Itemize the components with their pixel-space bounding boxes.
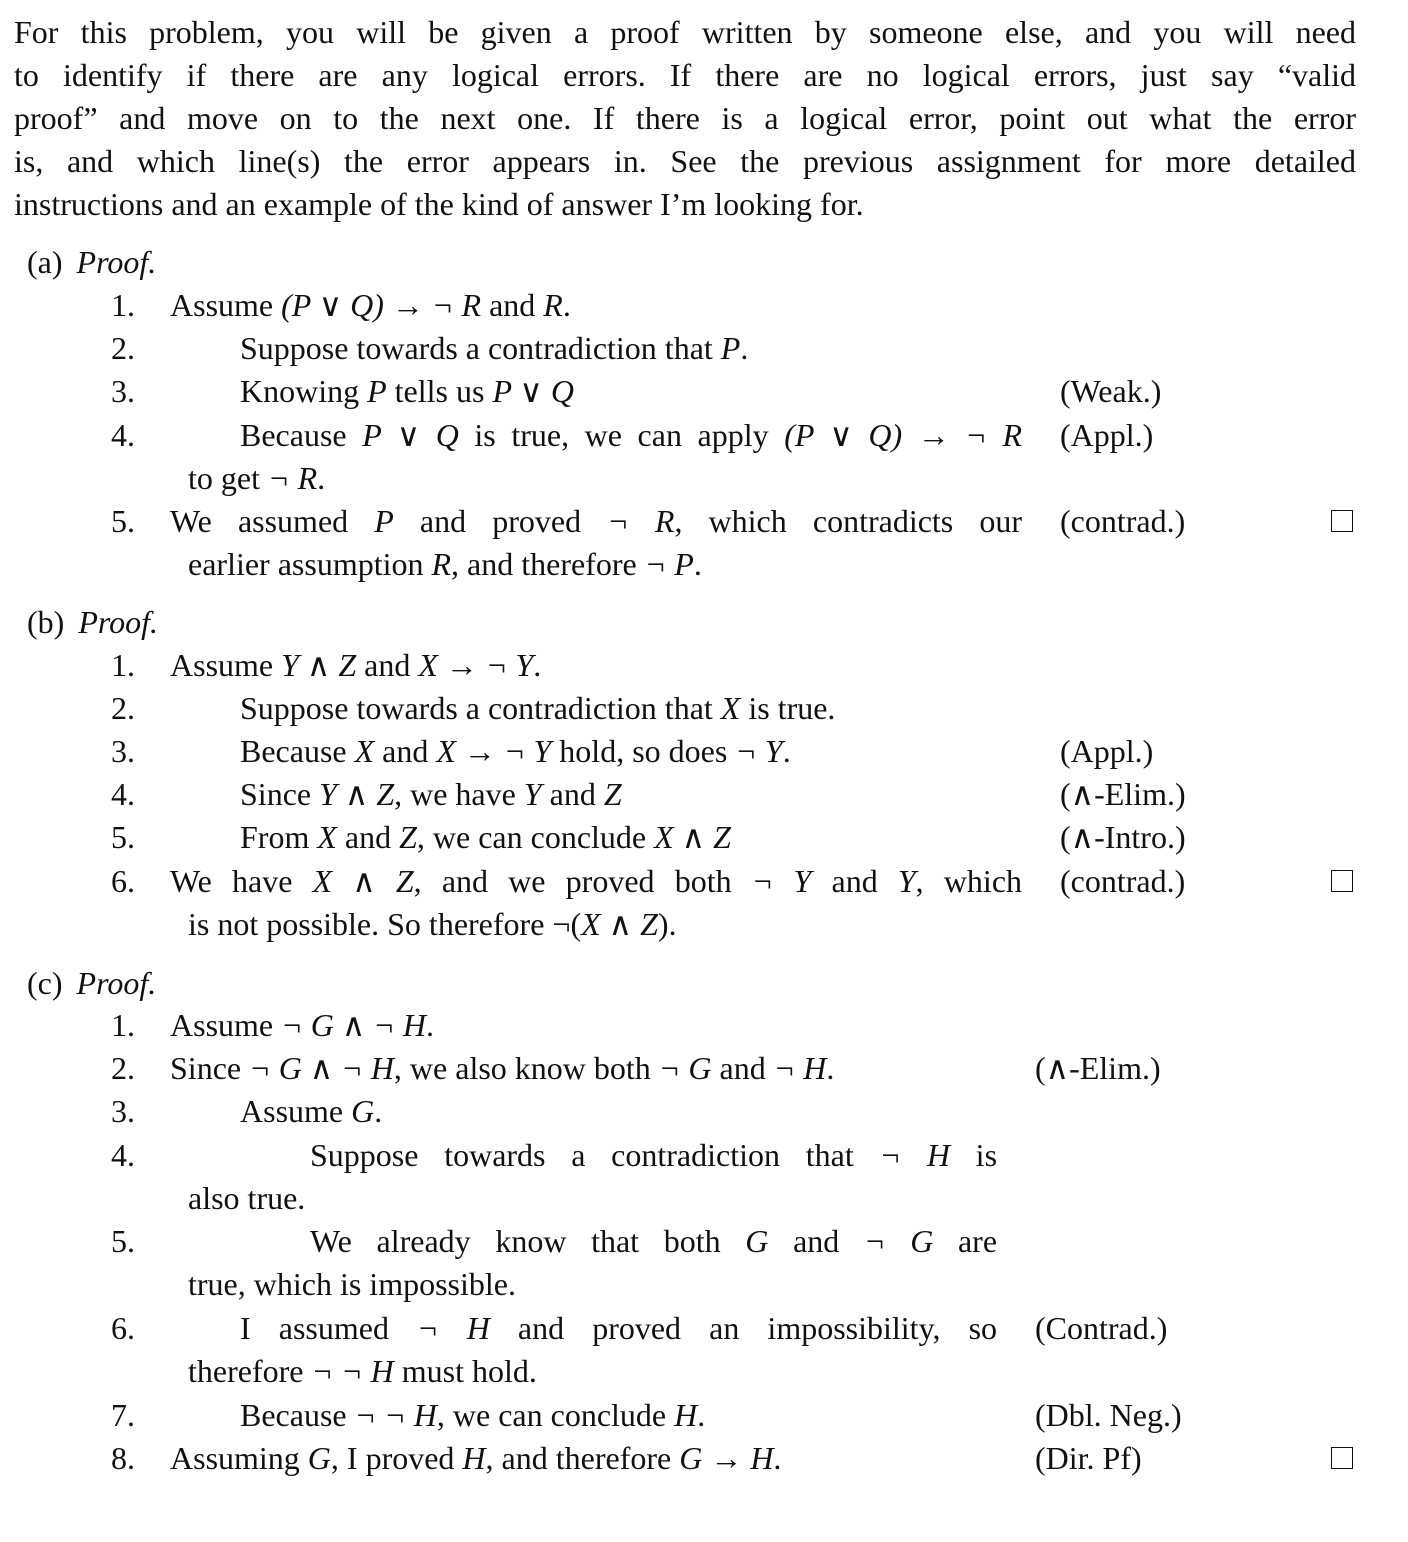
qed-box-icon <box>1331 870 1353 892</box>
text-segment: . <box>562 287 571 323</box>
text-segment: Assuming <box>170 1440 308 1476</box>
proof-line-text <box>240 686 835 730</box>
proof-line-text <box>170 1003 434 1047</box>
proof-line-text <box>188 1262 516 1306</box>
justification: (Weak.) <box>1060 373 1162 409</box>
text-segment: hold, so does <box>551 733 736 769</box>
proof-line-text <box>240 1089 382 1133</box>
text-segment: , and therefore <box>485 1440 680 1476</box>
text-segment: is <box>949 1137 998 1173</box>
text-segment: Since <box>170 1050 250 1086</box>
math-expression: (P ∨ Q) → ¬ R <box>784 417 1023 453</box>
proof-label: (a) <box>27 244 63 280</box>
math-expression: X ∧ Z <box>581 906 658 942</box>
text-segment: Assume <box>170 287 282 323</box>
math-expression: P <box>720 330 741 366</box>
text-segment: , which contradicts our <box>674 503 1023 539</box>
text-segment: Assume <box>240 1093 352 1129</box>
proof-line-text <box>170 1046 834 1090</box>
math-expression: ¬ G ∧ ¬ H <box>249 1050 394 1086</box>
math-expression: ¬ P <box>644 546 694 582</box>
text-segment: . <box>374 1093 383 1129</box>
text-segment: is not possible. So therefore ¬( <box>188 906 582 942</box>
text-segment: and <box>541 776 604 812</box>
text-segment: and <box>356 647 419 683</box>
instructions-line: to identify if there are any logical errors. If there are no logical errors, just say “valid <box>14 57 1356 93</box>
math-expression: ¬ Y <box>751 863 812 899</box>
math-expression: G <box>307 1440 331 1476</box>
proof-line-text <box>170 859 1022 903</box>
math-expression: Y ∧ Z <box>319 776 395 812</box>
text-segment: , and therefore <box>451 546 645 582</box>
math-expression: G → H <box>679 1440 774 1476</box>
line-number: 3. <box>111 373 135 409</box>
line-number: 8. <box>111 1440 135 1476</box>
math-expression: G <box>745 1223 769 1259</box>
instructions-line: For this problem, you will be given a proof written by someone else, and you will need <box>14 14 1356 50</box>
math-expression: X ∧ Z <box>654 819 731 855</box>
math-expression: ¬ G <box>658 1050 712 1086</box>
proof-line-text <box>170 499 1022 543</box>
text-segment: must hold. <box>393 1353 537 1389</box>
text-segment: Since <box>240 776 320 812</box>
line-number: 2. <box>111 330 135 366</box>
qed-box-icon <box>1331 1447 1353 1469</box>
instructions-line: instructions and an example of the kind of answer I’m looking for. <box>14 186 864 222</box>
line-number: 5. <box>111 503 135 539</box>
text-segment: and <box>481 287 544 323</box>
text-segment: Because <box>240 417 363 453</box>
justification: (Contrad.) <box>1035 1310 1168 1346</box>
math-expression: ¬ G <box>863 1223 934 1259</box>
text-segment: We already know that both <box>310 1223 746 1259</box>
proof-line-text <box>240 369 574 413</box>
line-number: 3. <box>111 1093 135 1129</box>
instructions-line: is, and which line(s) the error appears in. See the previous assignment for more detailed <box>14 143 1356 179</box>
text-segment: ). <box>657 906 677 942</box>
line-number: 3. <box>111 733 135 769</box>
proof-line-text <box>240 1306 997 1350</box>
line-number: 6. <box>111 1310 135 1346</box>
proof-line-text <box>188 902 677 946</box>
text-segment: Suppose towards a contradiction that <box>240 330 721 366</box>
justification: (∧-Intro.) <box>1060 819 1186 855</box>
proof-line-text <box>240 413 1022 457</box>
math-expression: P <box>374 503 394 539</box>
proof-line-text <box>310 1219 997 1263</box>
math-expression: ¬ Y <box>735 733 783 769</box>
text-segment: . <box>697 1397 706 1433</box>
math-expression: ¬ R <box>607 503 675 539</box>
justification: (contrad.) <box>1060 863 1186 899</box>
math-expression: H <box>674 1397 698 1433</box>
math-expression: P ∨ Q <box>362 417 459 453</box>
math-expression: R <box>431 546 452 582</box>
math-expression: ¬ ¬ H <box>354 1397 437 1433</box>
text-segment: . <box>693 546 702 582</box>
line-number: 5. <box>111 819 135 855</box>
proof-line-text <box>240 729 791 773</box>
math-expression: Y ∧ Z <box>281 647 357 683</box>
proof-line-text <box>188 1176 305 1220</box>
text-segment: . <box>317 460 326 496</box>
line-number: 1. <box>111 1007 135 1043</box>
math-expression: ¬ G ∧ ¬ H <box>281 1007 426 1043</box>
proof-line-text <box>188 1349 537 1393</box>
math-expression: ¬ R <box>267 460 318 496</box>
text-segment: is true. <box>740 690 836 726</box>
text-segment: Because <box>240 1397 355 1433</box>
math-expression: G <box>351 1093 375 1129</box>
line-number: 5. <box>111 1223 135 1259</box>
justification: (contrad.) <box>1060 503 1186 539</box>
text-segment: Suppose towards a contradiction that <box>310 1137 880 1173</box>
proof-line-text <box>170 283 571 327</box>
proof-heading <box>27 600 158 644</box>
math-expression: X → ¬ Y <box>418 647 534 683</box>
text-segment: and <box>711 1050 774 1086</box>
text-segment: , I proved <box>330 1440 463 1476</box>
justification: (Appl.) <box>1060 733 1154 769</box>
text-segment: Because <box>240 733 355 769</box>
text-segment: and <box>374 733 437 769</box>
line-number: 7. <box>111 1397 135 1433</box>
line-number: 4. <box>111 417 135 453</box>
text-segment: earlier assumption <box>188 546 432 582</box>
text-segment: is true, we can apply <box>458 417 785 453</box>
justification: (Appl.) <box>1060 417 1154 453</box>
text-segment: and proved an impossibility, so <box>489 1310 998 1346</box>
text-segment: . <box>773 1440 782 1476</box>
text-segment: are <box>933 1223 998 1259</box>
proof-line-text <box>310 1133 997 1177</box>
proof-title: Proof. <box>76 244 157 280</box>
qed-box-icon <box>1331 510 1353 532</box>
text-segment: . <box>425 1007 434 1043</box>
justification: (Dir. Pf) <box>1035 1440 1142 1476</box>
text-segment: , we also know both <box>393 1050 659 1086</box>
text-segment: Assume <box>170 1007 282 1043</box>
text-segment: I assumed <box>240 1310 418 1346</box>
proof-line-text <box>170 1436 781 1480</box>
proof-line-text <box>188 542 702 586</box>
text-segment: Suppose towards a contradiction that <box>240 690 721 726</box>
line-number: 4. <box>111 1137 135 1173</box>
math-expression: H <box>462 1440 486 1476</box>
math-expression: (P ∨ Q) → ¬ R <box>281 287 482 323</box>
text-segment: true, which is impossible. <box>188 1266 516 1302</box>
text-segment: tells us <box>386 373 493 409</box>
text-segment: , we can conclude <box>436 1397 675 1433</box>
math-expression: X <box>720 690 741 726</box>
text-segment: , and we proved both <box>413 863 752 899</box>
proof-label: (c) <box>27 965 63 1001</box>
text-segment: . <box>533 647 542 683</box>
proof-line-text <box>188 456 325 500</box>
math-expression: Z <box>399 819 417 855</box>
proof-line-text <box>170 643 541 687</box>
text-segment: and <box>811 863 898 899</box>
math-expression: R <box>543 287 563 323</box>
text-segment: and <box>336 819 400 855</box>
instructions-line: proof” and move on to the next one. If there is a logical error, point out what the error <box>14 100 1356 136</box>
math-expression: ¬ H <box>417 1310 490 1346</box>
line-number: 2. <box>111 690 135 726</box>
line-number: 4. <box>111 776 135 812</box>
text-segment: to get <box>188 460 268 496</box>
math-expression: Y <box>897 863 916 899</box>
line-number: 1. <box>111 287 135 323</box>
text-segment: . <box>782 733 791 769</box>
text-segment: and <box>768 1223 864 1259</box>
text-segment: , we can conclude <box>416 819 655 855</box>
text-segment: We have <box>170 863 313 899</box>
proof-label: (b) <box>27 604 65 640</box>
line-number: 1. <box>111 647 135 683</box>
text-segment: From <box>240 819 318 855</box>
math-expression: P <box>367 373 387 409</box>
math-expression: ¬ ¬ H <box>311 1353 394 1389</box>
proof-line-text <box>240 1393 705 1437</box>
text-segment: and proved <box>393 503 608 539</box>
text-segment: , which <box>915 863 1023 899</box>
math-expression: Y <box>523 776 542 812</box>
text-segment: . <box>826 1050 835 1086</box>
math-expression: X → ¬ Y <box>436 733 552 769</box>
math-expression: X <box>354 733 375 769</box>
proof-heading <box>27 961 156 1005</box>
text-segment: We assumed <box>170 503 375 539</box>
math-expression: X ∧ Z <box>312 863 414 899</box>
math-expression: X <box>317 819 337 855</box>
text-segment: Knowing <box>240 373 368 409</box>
justification: (Dbl. Neg.) <box>1035 1397 1182 1433</box>
text-segment: Assume <box>170 647 282 683</box>
proof-line-text <box>240 772 622 816</box>
text-segment: therefore <box>188 1353 312 1389</box>
math-expression: ¬ H <box>773 1050 827 1086</box>
text-segment: also true. <box>188 1180 306 1216</box>
proof-title: Proof. <box>78 604 159 640</box>
proof-title: Proof. <box>76 965 157 1001</box>
line-number: 2. <box>111 1050 135 1086</box>
math-expression: P ∨ Q <box>492 373 574 409</box>
text-segment: , we have <box>394 776 524 812</box>
justification: (∧-Elim.) <box>1060 776 1186 812</box>
line-number: 6. <box>111 863 135 899</box>
math-expression: ¬ H <box>879 1137 950 1173</box>
proof-line-text <box>240 815 731 859</box>
proof-heading <box>27 240 156 284</box>
proof-line-text <box>240 326 748 370</box>
justification: (∧-Elim.) <box>1035 1050 1161 1086</box>
text-segment: . <box>740 330 749 366</box>
math-expression: Z <box>603 776 622 812</box>
